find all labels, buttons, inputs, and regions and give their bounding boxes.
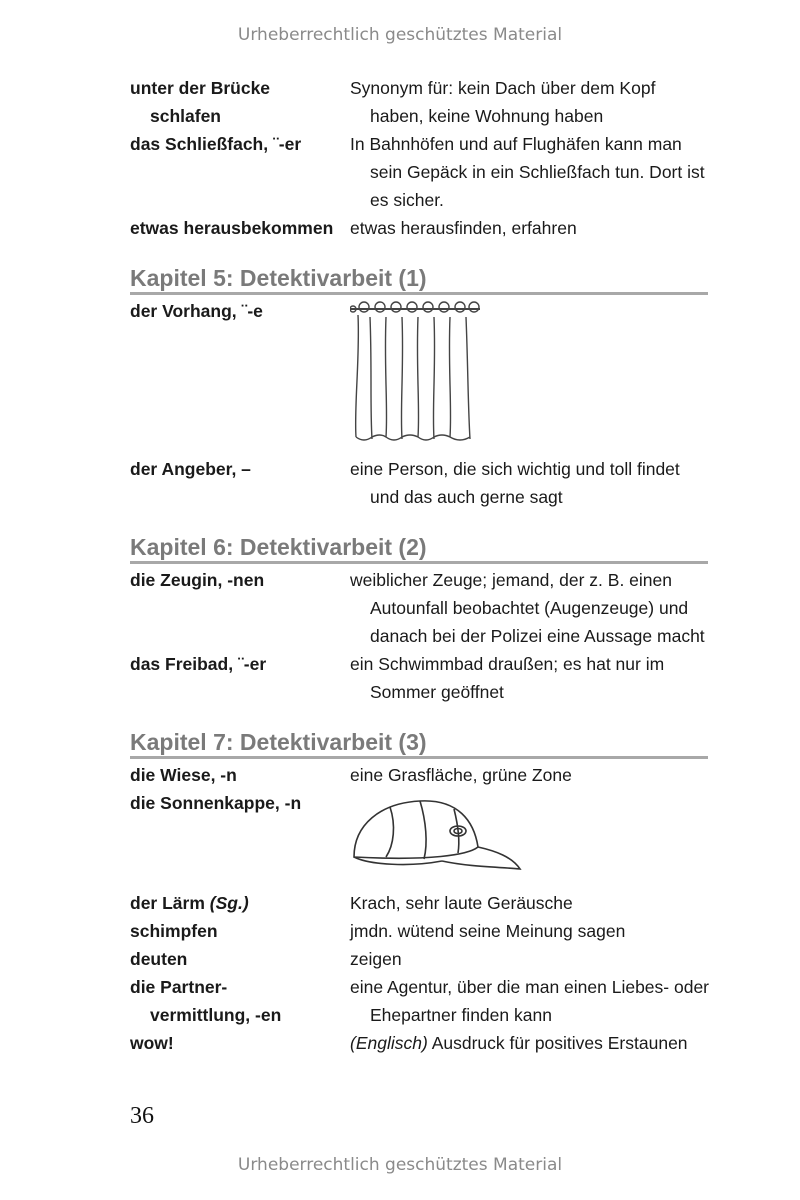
term: [130, 789, 350, 889]
curtain-illustration: [350, 297, 710, 447]
definition-line: Ausdruck für positives Erstaunen: [431, 1033, 688, 1053]
glossary-entry: [130, 297, 710, 447]
term: [130, 566, 350, 650]
definition: [350, 1029, 710, 1057]
term: [130, 297, 350, 447]
definition: [350, 566, 710, 650]
watermark-bottom: Urheberrechtlich geschütztes Material: [237, 1155, 563, 1175]
term-line: unter der Brücke: [130, 78, 271, 98]
term: [130, 1029, 350, 1057]
definition-line: eine Grasfläche, grüne Zone: [350, 765, 572, 785]
term-line: das Freibad, ¨-er: [130, 654, 267, 674]
definition: [350, 130, 710, 214]
definition-line: Sommer geöffnet: [370, 682, 504, 702]
definition-line: Synonym für: kein Dach über dem Kopf: [350, 78, 656, 98]
definition-line: eine Agentur, über die man einen Liebes- oder: [350, 977, 710, 997]
definition: [350, 74, 710, 130]
term: [130, 650, 350, 706]
glossary-entry: [130, 74, 710, 130]
glossary-entry: [130, 1029, 710, 1057]
definition-line: und das auch gerne sagt: [370, 487, 563, 507]
term-line: der Vorhang, ¨-e: [130, 301, 263, 321]
definition: [350, 917, 710, 945]
glossary-entry: [130, 130, 710, 214]
definition: [350, 214, 710, 242]
term: [130, 130, 350, 214]
term-line: das Schließfach, ¨-er: [130, 134, 302, 154]
definition-line: zeigen: [350, 949, 402, 969]
cap-icon: [350, 795, 522, 877]
definition-line: jmdn. wütend seine Meinung sagen: [350, 921, 626, 941]
glossary-entry: [130, 973, 710, 1029]
definition-line: Ehepartner finden kann: [370, 1005, 552, 1025]
curtain-icon: [350, 297, 480, 443]
term-line: wow!: [130, 1033, 174, 1053]
definition: [350, 650, 710, 706]
definition-language-note: (Englisch): [350, 1033, 428, 1053]
definition: [350, 973, 710, 1029]
definition-line: es sicher.: [370, 190, 444, 210]
glossary-entry: [130, 761, 710, 789]
definition-line: etwas herausfinden, erfahren: [350, 218, 577, 238]
term: [130, 889, 350, 917]
glossary: [130, 74, 710, 1057]
definition: [350, 761, 710, 789]
definition: [350, 889, 710, 917]
definition-line: Krach, sehr laute Geräusche: [350, 893, 573, 913]
chapter-heading: Kapitel 7: Detektivarbeit (3): [130, 728, 708, 759]
term: [130, 74, 350, 130]
definition-line: In Bahnhöfen und auf Flughäfen kann man: [350, 134, 682, 154]
term-line: etwas herausbekommen: [130, 218, 334, 238]
definition: [350, 945, 710, 973]
term-line: der Angeber, –: [130, 459, 251, 479]
chapter-heading: Kapitel 6: Detektivarbeit (2): [130, 533, 708, 564]
term-line: die Wiese, -n: [130, 765, 237, 785]
glossary-entry: [130, 889, 710, 917]
glossary-entry: [130, 566, 710, 650]
term: [130, 973, 350, 1029]
term-line: die Zeugin, -nen: [130, 570, 265, 590]
glossary-entry: [130, 789, 710, 889]
glossary-entry: [130, 455, 710, 511]
page-number: 36: [130, 1103, 154, 1129]
term-line: die Partner-: [130, 977, 228, 997]
definition-line: sein Gepäck in ein Schließfach tun. Dort ist: [370, 162, 705, 182]
definition-line: ein Schwimmbad draußen; es hat nur im: [350, 654, 665, 674]
definition-line: danach bei der Polizei eine Aussage macht: [370, 626, 705, 646]
glossary-entry: [130, 214, 710, 242]
term-grammar-note: (Sg.): [209, 893, 249, 913]
term-line: deuten: [130, 949, 188, 969]
definition-line: Autounfall beobachtet (Augenzeuge) und: [370, 598, 689, 618]
glossary-entry: [130, 650, 710, 706]
definition: [350, 455, 710, 511]
term-line: vermittlung, -en: [150, 1005, 282, 1025]
cap-illustration: [350, 789, 710, 889]
glossary-entry: [130, 917, 710, 945]
term-line: schlafen: [150, 106, 221, 126]
term: [130, 917, 350, 945]
term: [130, 214, 350, 242]
term-line: die Sonnenkappe, -n: [130, 793, 302, 813]
definition-line: weiblicher Zeuge; jemand, der z. B. einen: [350, 570, 672, 590]
term: [130, 455, 350, 511]
term: [130, 945, 350, 973]
term-line: der Lärm: [130, 893, 205, 913]
definition-line: haben, keine Wohnung haben: [370, 106, 604, 126]
watermark-top: Urheberrechtlich geschütztes Material: [237, 25, 563, 45]
term-line: schimpfen: [130, 921, 218, 941]
chapter-heading: Kapitel 5: Detektivarbeit (1): [130, 264, 708, 295]
glossary-entry: [130, 945, 710, 973]
term: [130, 761, 350, 789]
definition-line: eine Person, die sich wichtig und toll findet: [350, 459, 680, 479]
